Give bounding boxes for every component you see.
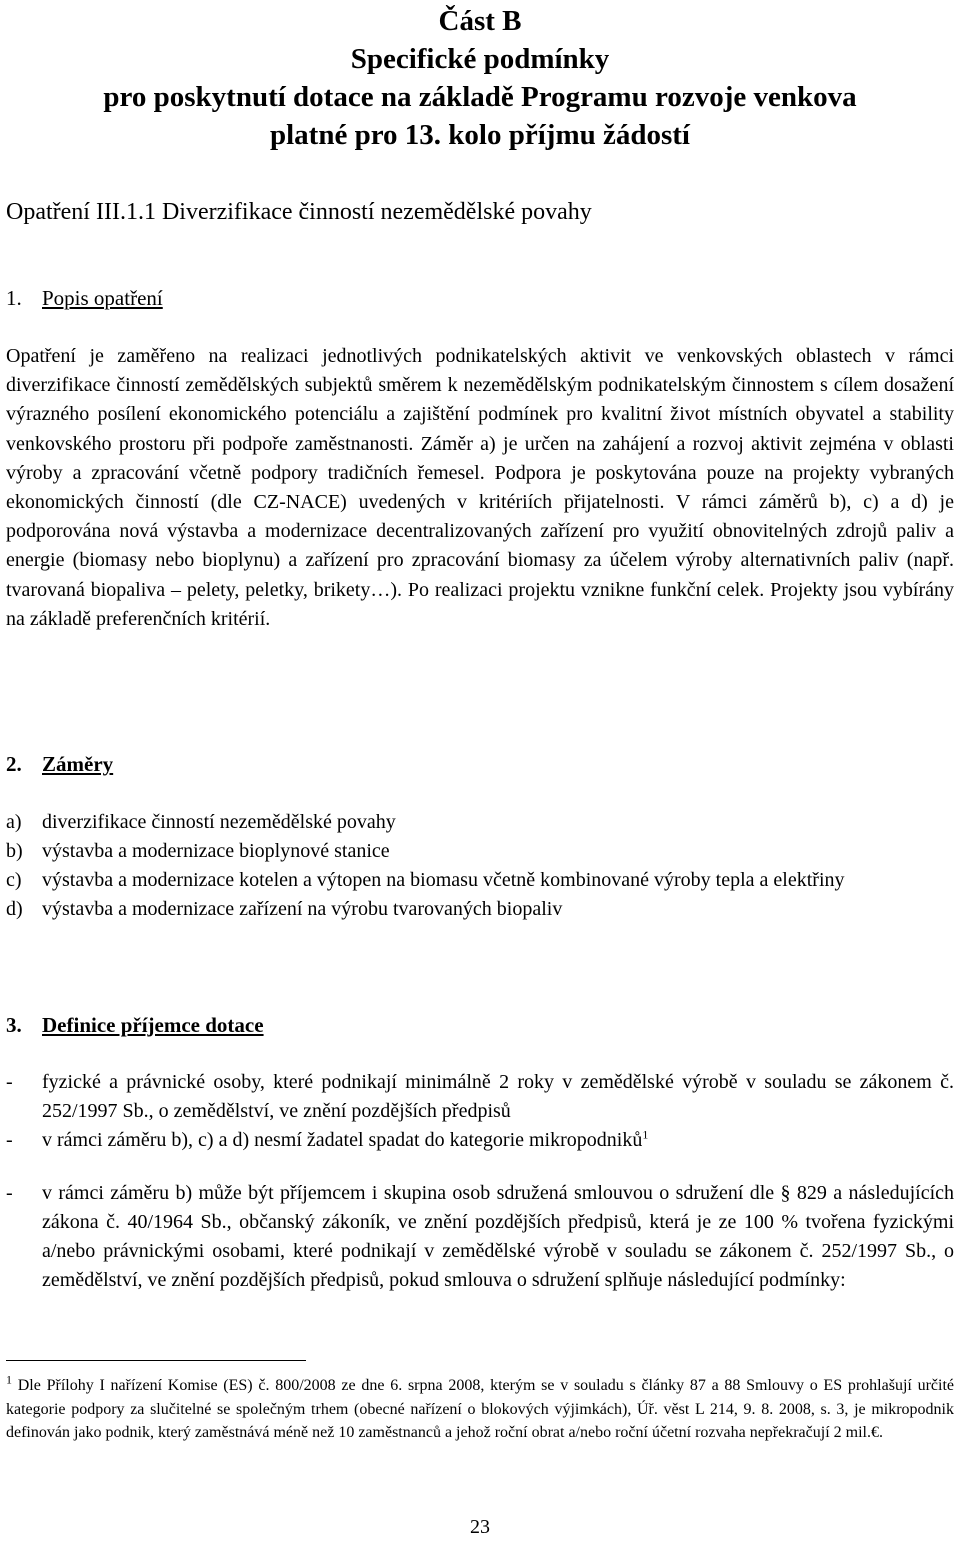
footnote-text: Dle Přílohy I nařízení Komise (ES) č. 800/2008 ze dne 6. srpna 2008, kterým se v souladu s články 87 a 88 Smlouvy o ES prohlašují určité kategorie podpory za slučitelné se společným trhem (obecné nařízení o blokových výjimkách), Úř. věst L 214, 9. 8. 2008, s. 3, je mikropodnik definován jako podnik, který zaměstnává méně než 10 zaměstnanců a jehož roční obrat a/nebo roční účetní rozvaha nepřekračují 2 mil.€. (6, 1377, 955, 1441)
section-3-heading (6, 1011, 264, 1039)
intent-text: výstavba a modernizace zařízení na výrobu tvarovaných biopaliv (42, 898, 563, 920)
section-1-title: Popis opatření (42, 286, 163, 310)
header-round: platné pro 13. kolo příjmu žádostí (269, 119, 690, 151)
section-2-title: Záměry (42, 752, 114, 776)
beneficiary-marker: - (6, 1129, 13, 1151)
beneficiary-item (6, 1126, 954, 1155)
beneficiary-list (6, 1068, 954, 1295)
intent-marker: a) (6, 811, 22, 833)
section-1-text: Opatření je zaměřeno na realizaci jednotlivých podnikatelských aktivit ve venkovských oblastech v rámci diverzifikace činností zemědělských subjektů směrem k nezemědělským podnikatelským činnostem s cílem dosažení výrazného posílení ekonomického potenciálu a zajištění podmínek pro kvalitní život místních obyvatel a stability venkovského prostoru při podpoře zaměstnanosti. Záměr a) je určen na zahájení a rozvoj aktivit zejména v oblasti výroby a zpracování včetně podpory tradičních řemesel. Podpora je poskytována pouze na projekty vybraných ekonomických činností (dle CZ-NACE) uvedených v kritériích přijatelnosti. V rámci záměrů b), c) a d) je podporována nová výstavba a modernizace decentralizovaných zařízení pro využití obnovitelných zdrojů paliv a energie (biomasy nebo bioplynu) a zařízení pro zpracování biomasy za účelem výroby alternativních paliv (např. tvarovaná biopaliva – pelety, peletky, brikety…). Po realizaci projektu vznikne funkční celek. Projekty jsou vybírány na základě preferenčních kritérií. (6, 345, 954, 630)
beneficiary-marker: - (6, 1182, 13, 1204)
measure-title: Opatření III.1.1 Diverzifikace činností nezemědělské povahy (6, 199, 592, 225)
beneficiary-item (6, 1068, 954, 1126)
footnote-marker: 1 (6, 1372, 12, 1387)
footnote (6, 1374, 954, 1445)
section-1-heading (6, 284, 163, 312)
section-3-number: 3. (6, 1013, 22, 1037)
beneficiary-item (6, 1179, 954, 1295)
intent-item (6, 837, 954, 866)
intent-item (6, 895, 954, 924)
header-subtitle: pro poskytnutí dotace na základě Programu rozvoje venkova (103, 81, 857, 113)
footnote-divider (6, 1360, 306, 1361)
beneficiary-marker: - (6, 1071, 13, 1093)
page-number: 23 (470, 1516, 490, 1538)
section-3-title: Definice příjemce dotace (42, 1013, 264, 1037)
beneficiary-text: fyzické a právnické osoby, které podnikají minimálně 2 roky v zemědělské výrobě v souladu se zákonem č. 252/1997 Sb., o zemědělství, ve znění pozdějších předpisů (42, 1071, 954, 1122)
intent-text: výstavba a modernizace bioplynové stanice (42, 840, 390, 862)
intent-text: výstavba a modernizace kotelen a výtopen na biomasu včetně kombinované výroby tepla a elektřiny (42, 869, 845, 891)
intent-text: diverzifikace činností nezemědělské povahy (42, 811, 396, 833)
beneficiary-text: v rámci záměru b) může být příjemcem i skupina osob sdružená smlouvou o sdružení dle § 829 a následujících zákona č. 40/1964 Sb., občanský zákoník, ve znění pozdějších předpisů, která je ze 100 % tvořena fyzickými a/nebo právnickými osobami, které podnikají v zemědělské výrobě v souladu se zákonem č. 252/1997 Sb., o zemědělství, ve znění pozdějších předpisů, pokud smlouva o sdružení splňuje následující podmínky: (42, 1182, 954, 1291)
header-title: Specifické podmínky (350, 43, 610, 75)
intent-marker: d) (6, 898, 23, 920)
section-2-heading (6, 750, 113, 778)
intent-list (6, 808, 954, 924)
document-header (6, 2, 954, 154)
intent-marker: c) (6, 869, 22, 891)
section-1-number: 1. (6, 286, 22, 310)
intent-item (6, 808, 954, 837)
beneficiary-text: v rámci záměru b), c) a d) nesmí žadatel spadat do kategorie mikropodniků (42, 1129, 643, 1151)
intent-item (6, 866, 954, 895)
intent-marker: b) (6, 840, 23, 862)
footnote-reference[interactable]: 1 (642, 1127, 649, 1142)
header-part: Část B (438, 5, 522, 37)
section-2-number: 2. (6, 752, 22, 776)
